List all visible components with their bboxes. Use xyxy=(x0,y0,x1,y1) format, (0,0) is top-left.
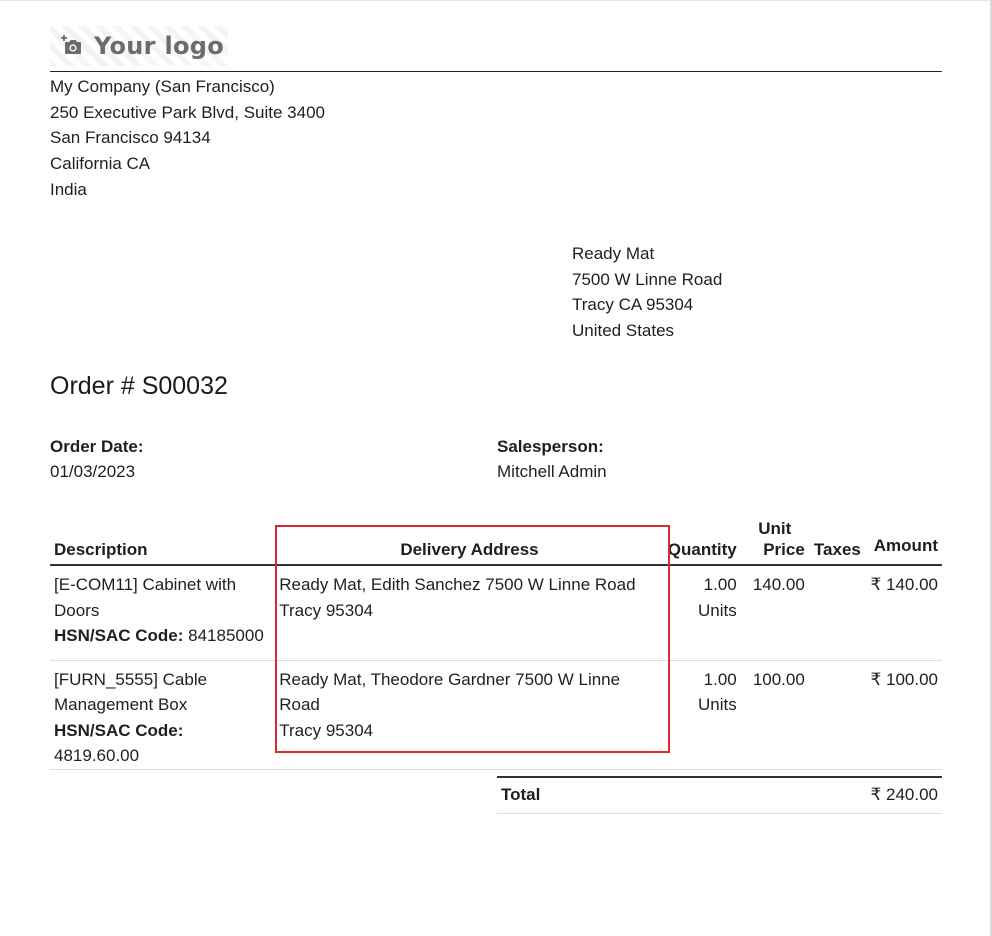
camera-add-icon xyxy=(60,34,84,58)
row-taxes xyxy=(809,660,865,769)
salesperson-value: Mitchell Admin xyxy=(497,462,607,481)
order-date-label: Order Date: xyxy=(50,437,144,456)
salesperson-block xyxy=(497,434,607,484)
hsn-code xyxy=(54,623,271,649)
header-unit-price xyxy=(741,518,809,565)
row-description xyxy=(50,565,275,660)
row-taxes xyxy=(809,565,865,660)
hsn-value: 84185000 xyxy=(188,626,264,645)
company-name: My Company (San Francisco) xyxy=(50,77,275,96)
order-title: Order # S00032 xyxy=(50,372,228,400)
header-divider xyxy=(50,71,942,72)
company-logo xyxy=(50,26,228,66)
order-date-block xyxy=(50,434,144,484)
total-label: Total xyxy=(497,777,668,814)
row-quantity xyxy=(664,565,741,660)
total-value: ₹ 240.00 xyxy=(668,777,942,814)
header-unit-price-line1: Unit xyxy=(758,519,792,538)
row-amount: ₹ 100.00 xyxy=(865,660,942,769)
hsn-code xyxy=(54,718,271,769)
quantity-uom: Units xyxy=(698,695,737,714)
product-name: [FURN_5555] Cable Management Box xyxy=(54,669,208,714)
logo-text: Your logo xyxy=(94,32,225,60)
row-unit-price: 140.00 xyxy=(741,565,809,660)
company-state: California CA xyxy=(50,154,151,174)
row-delivery-address xyxy=(275,660,663,769)
header-taxes: Taxes xyxy=(809,518,865,565)
salesperson-label: Salesperson: xyxy=(497,437,604,456)
company-city: San Francisco 94134 xyxy=(50,128,211,148)
header-quantity: Quantity xyxy=(664,518,741,565)
quantity-value: 1.00 xyxy=(703,575,737,594)
header-amount: Amount xyxy=(865,518,942,565)
customer-name: Ready Mat xyxy=(572,244,655,263)
table-row xyxy=(50,565,942,660)
header-unit-price-line2: Price xyxy=(763,540,805,559)
table-header-row xyxy=(50,518,942,565)
order-date-value: 01/03/2023 xyxy=(50,462,136,481)
company-address xyxy=(50,74,325,203)
customer-city: Tracy CA 95304 xyxy=(572,295,694,315)
total-row xyxy=(497,777,942,814)
row-amount: ₹ 140.00 xyxy=(865,565,942,660)
row-unit-price: 100.00 xyxy=(741,660,809,769)
page-top-edge xyxy=(0,0,992,1)
customer-country: United States xyxy=(572,321,675,341)
order-lines-table xyxy=(50,518,942,770)
company-street: 250 Executive Park Blvd, Suite 3400 xyxy=(50,102,325,122)
delivery-address-line1: Ready Mat, Theodore Gardner 7500 W Linne Road xyxy=(279,669,621,714)
hsn-value: 4819.60.00 xyxy=(54,746,140,765)
totals-table xyxy=(497,776,942,814)
hsn-label: HSN/SAC Code: xyxy=(54,720,184,740)
delivery-address-line2: Tracy 95304 xyxy=(279,720,374,740)
delivery-address-line1: Ready Mat, Edith Sanchez 7500 W Linne Road xyxy=(279,575,636,594)
row-delivery-address xyxy=(275,565,663,660)
row-quantity xyxy=(664,660,741,769)
header-description: Description xyxy=(50,518,275,565)
table-row xyxy=(50,660,942,769)
customer-address xyxy=(572,241,722,344)
delivery-address-line2: Tracy 95304 xyxy=(279,600,374,620)
customer-street: 7500 W Linne Road xyxy=(572,269,723,289)
header-delivery-address: Delivery Address xyxy=(275,518,663,565)
quantity-value: 1.00 xyxy=(703,669,737,689)
company-country: India xyxy=(50,179,87,199)
hsn-label: HSN/SAC Code: xyxy=(54,626,184,645)
quantity-uom: Units xyxy=(698,600,737,620)
product-name: [E-COM11] Cabinet with Doors xyxy=(54,575,237,620)
row-description xyxy=(50,660,275,769)
